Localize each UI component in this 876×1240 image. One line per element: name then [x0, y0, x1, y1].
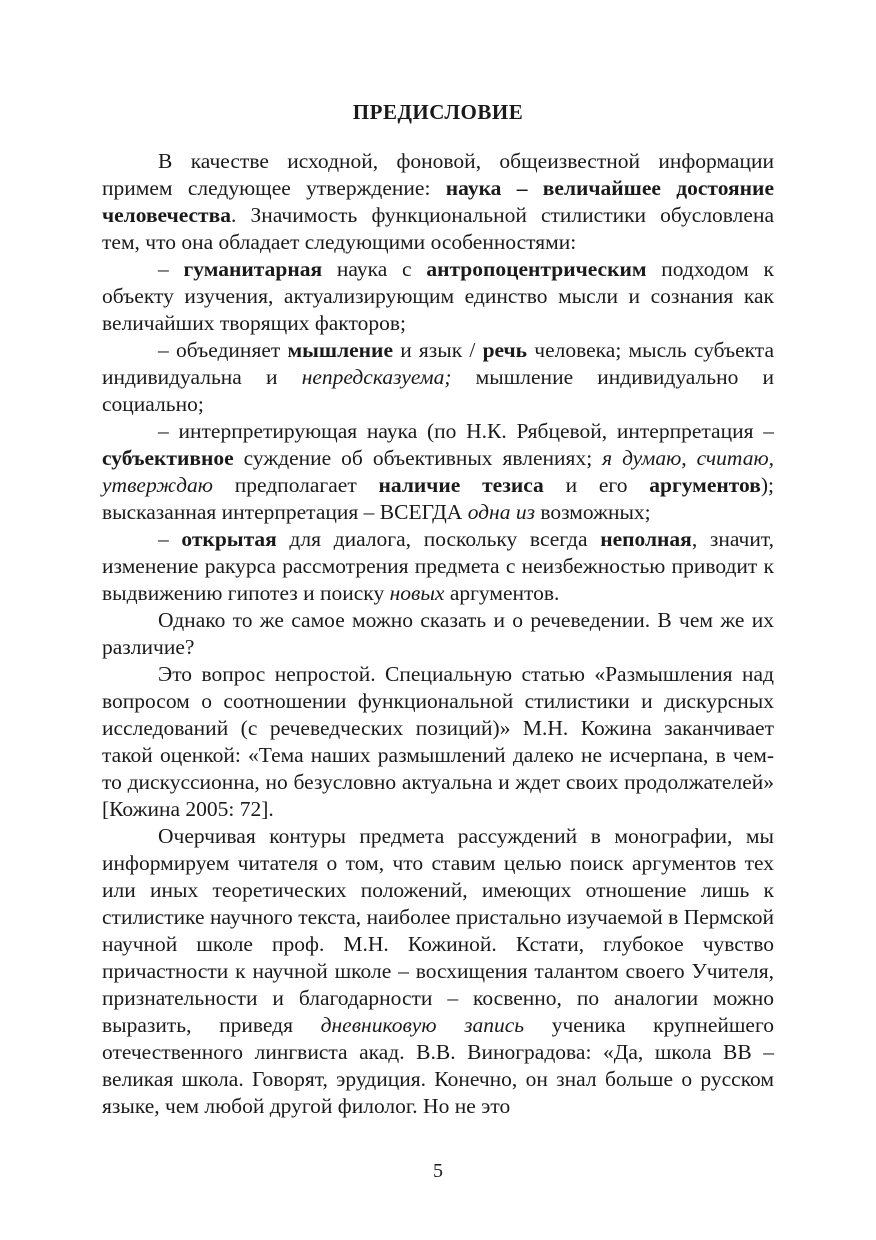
text-run: мышление индивидуально и социально; — [102, 365, 775, 416]
italic-run: я думаю, считаю, утверждаю — [102, 446, 774, 497]
text-run: Это вопрос непростой. Специальную статью «Размышления над вопросом о соотношении функциональной стилистики и дискурсных исследований (с речеведческих позиций)» М.Н. Кожина заканчивает такой оценкой: «Тема наших размышлений далеко не исчерпана, в чем-то дискуссионна, но безусловно актуальна и ждет своих продолжателей» [Кожина 2005: 72]. — [102, 662, 774, 821]
bold-run: аргументов — [649, 473, 761, 497]
text-run: человека; мысль субъекта индивидуальна и — [102, 338, 775, 389]
text-run: В качестве исходной, фоновой, общеизвестной информации примем следующее утверждение: — [102, 149, 774, 200]
text-run: ученика крупнейшего отечественного лингвиста акад. В.В. Виноградова: «Да, школа ВВ – великая школа. Говорят, эрудиция. Конечно, он знал больше о русском языке, чем любой другой филолог. Но не это — [102, 1013, 775, 1118]
italic-run: дневниковую запись — [320, 1013, 525, 1037]
text-run: и его — [543, 473, 650, 497]
text-run: – — [158, 527, 182, 551]
paragraph-question — [102, 661, 774, 823]
list-item-humanitarian — [102, 256, 774, 337]
text-run: – — [158, 257, 184, 281]
text-run: . Значимость функциональной стилистики обусловлена тем, что она обладает следующими особенностями: — [102, 203, 774, 254]
text-run: и язык / — [393, 338, 483, 362]
bold-run: мышление — [287, 338, 393, 362]
text-run: ); высказанная интерпретация – ВСЕГДА — [102, 473, 774, 524]
text-run: суждение об объективных явлениях; — [233, 446, 603, 470]
italic-run: новых — [389, 581, 445, 605]
list-item-interpreting — [102, 418, 774, 526]
bold-run: гуманитарная — [183, 257, 323, 281]
bold-run: антропоцентрическим — [426, 257, 647, 281]
list-item-thinking — [102, 337, 774, 418]
text-run: Однако то же самое можно сказать и о речеведении. В чем же их различие? — [102, 608, 774, 659]
bold-run: речь — [482, 338, 528, 362]
bold-run: неполная — [600, 527, 692, 551]
text-run: предполагает — [212, 473, 379, 497]
body-text — [102, 148, 774, 1120]
text-run: Очерчивая контуры предмета рассуждений в монографии, мы информируем читателя о том, что ставим целью поиск аргументов тех или иных теоретических положений, имеющих отношение лишь к стилистике научного текста, наиболее пристально изучаемой в Пермской научной школе проф. М.Н. Кожиной. Кстати, глубокое чувство причастности к научной школе – восхищения талантом своего Учителя, признательности и благодарности – косвенно, по аналогии можно выразить, приведя — [102, 824, 774, 1037]
italic-run: непредсказуема; — [301, 365, 452, 389]
bold-run: открытая — [181, 527, 277, 551]
italic-run: одна из — [467, 500, 535, 524]
page-number: 5 — [433, 1160, 443, 1182]
page-title: ПРЕДИСЛОВИЕ — [352, 100, 524, 124]
paragraph-difference — [102, 607, 774, 661]
text-run: подходом к объекту изучения, актуализирующим единство мысли и сознания как величайших творящих факторов; — [102, 257, 775, 335]
text-run: – интерпретирующая наука (по Н.К. Рябцевой, интерпретация – — [158, 419, 774, 443]
bold-run: наука – величайшее достояние человечества — [102, 176, 774, 227]
list-item-open — [102, 526, 774, 607]
text-run: аргументов. — [444, 581, 560, 605]
bold-run: наличие тезиса — [378, 473, 544, 497]
text-run: , значит, изменение ракурса рассмотрения предмета с неизбежностью приводит к выдвижению гипотез и поиску — [102, 527, 774, 605]
paragraph-intro — [102, 148, 774, 256]
text-run: для диалога, поскольку всегда — [276, 527, 601, 551]
text-run: – объединяет — [158, 338, 288, 362]
text-run: возможных; — [534, 500, 651, 524]
text-run: наука с — [322, 257, 427, 281]
paragraph-outline — [102, 823, 774, 1120]
bold-run: субъективное — [102, 446, 234, 470]
